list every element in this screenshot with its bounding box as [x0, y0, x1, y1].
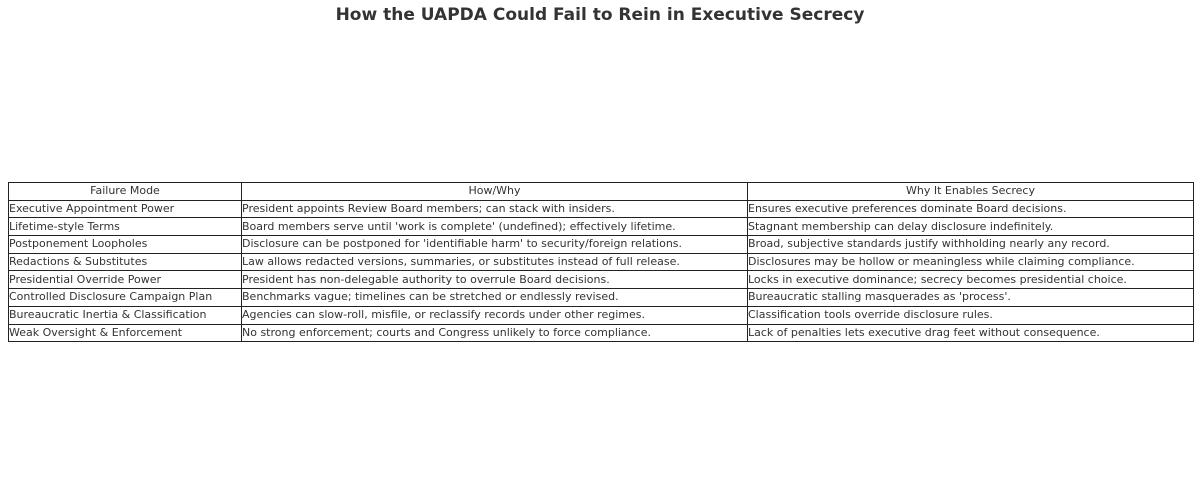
table-row — [9, 306, 1194, 324]
table-cell: Postponement Loopholes — [9, 236, 242, 254]
table-cell: Bureaucratic stalling masquerades as 'process'. — [748, 289, 1194, 307]
table-cell: Board members serve until 'work is complete' (undefined); effectively lifetime. — [242, 218, 748, 236]
table-cell: Executive Appointment Power — [9, 200, 242, 218]
table-header-row — [9, 183, 1194, 201]
column-header-why-it-enables-secrecy: Why It Enables Secrecy — [748, 183, 1194, 201]
table-row — [9, 253, 1194, 271]
table-cell: Ensures executive preferences dominate Board decisions. — [748, 200, 1194, 218]
table-row — [9, 236, 1194, 254]
table-cell: President appoints Review Board members; can stack with insiders. — [242, 200, 748, 218]
table-cell: Presidential Override Power — [9, 271, 242, 289]
column-header-how-why: How/Why — [242, 183, 748, 201]
table-cell: Controlled Disclosure Campaign Plan — [9, 289, 242, 307]
table-cell: Bureaucratic Inertia & Classification — [9, 306, 242, 324]
table-cell: Lack of penalties lets executive drag feet without consequence. — [748, 324, 1194, 342]
table-cell: Redactions & Substitutes — [9, 253, 242, 271]
table-cell: Benchmarks vague; timelines can be stretched or endlessly revised. — [242, 289, 748, 307]
chart-title: How the UAPDA Could Fail to Rein in Executive Secrecy — [335, 5, 865, 25]
failure-mode-table — [8, 182, 1194, 342]
table-cell: Disclosure can be postponed for 'identifiable harm' to security/foreign relations. — [242, 236, 748, 254]
table-cell: No strong enforcement; courts and Congress unlikely to force compliance. — [242, 324, 748, 342]
table-row — [9, 200, 1194, 218]
column-header-failure-mode: Failure Mode — [9, 183, 242, 201]
table-cell: Disclosures may be hollow or meaningless while claiming compliance. — [748, 253, 1194, 271]
table-cell: President has non-delegable authority to overrule Board decisions. — [242, 271, 748, 289]
table-cell: Lifetime-style Terms — [9, 218, 242, 236]
table-cell: Agencies can slow-roll, misfile, or reclassify records under other regimes. — [242, 306, 748, 324]
table-row — [9, 271, 1194, 289]
table-cell: Law allows redacted versions, summaries, or substitutes instead of full release. — [242, 253, 748, 271]
table-cell: Weak Oversight & Enforcement — [9, 324, 242, 342]
table-cell: Broad, subjective standards justify withholding nearly any record. — [748, 236, 1194, 254]
table-row — [9, 324, 1194, 342]
table-row — [9, 289, 1194, 307]
table-row — [9, 218, 1194, 236]
table-cell: Stagnant membership can delay disclosure indefinitely. — [748, 218, 1194, 236]
table-cell: Locks in executive dominance; secrecy becomes presidential choice. — [748, 271, 1194, 289]
table-cell: Classification tools override disclosure rules. — [748, 306, 1194, 324]
